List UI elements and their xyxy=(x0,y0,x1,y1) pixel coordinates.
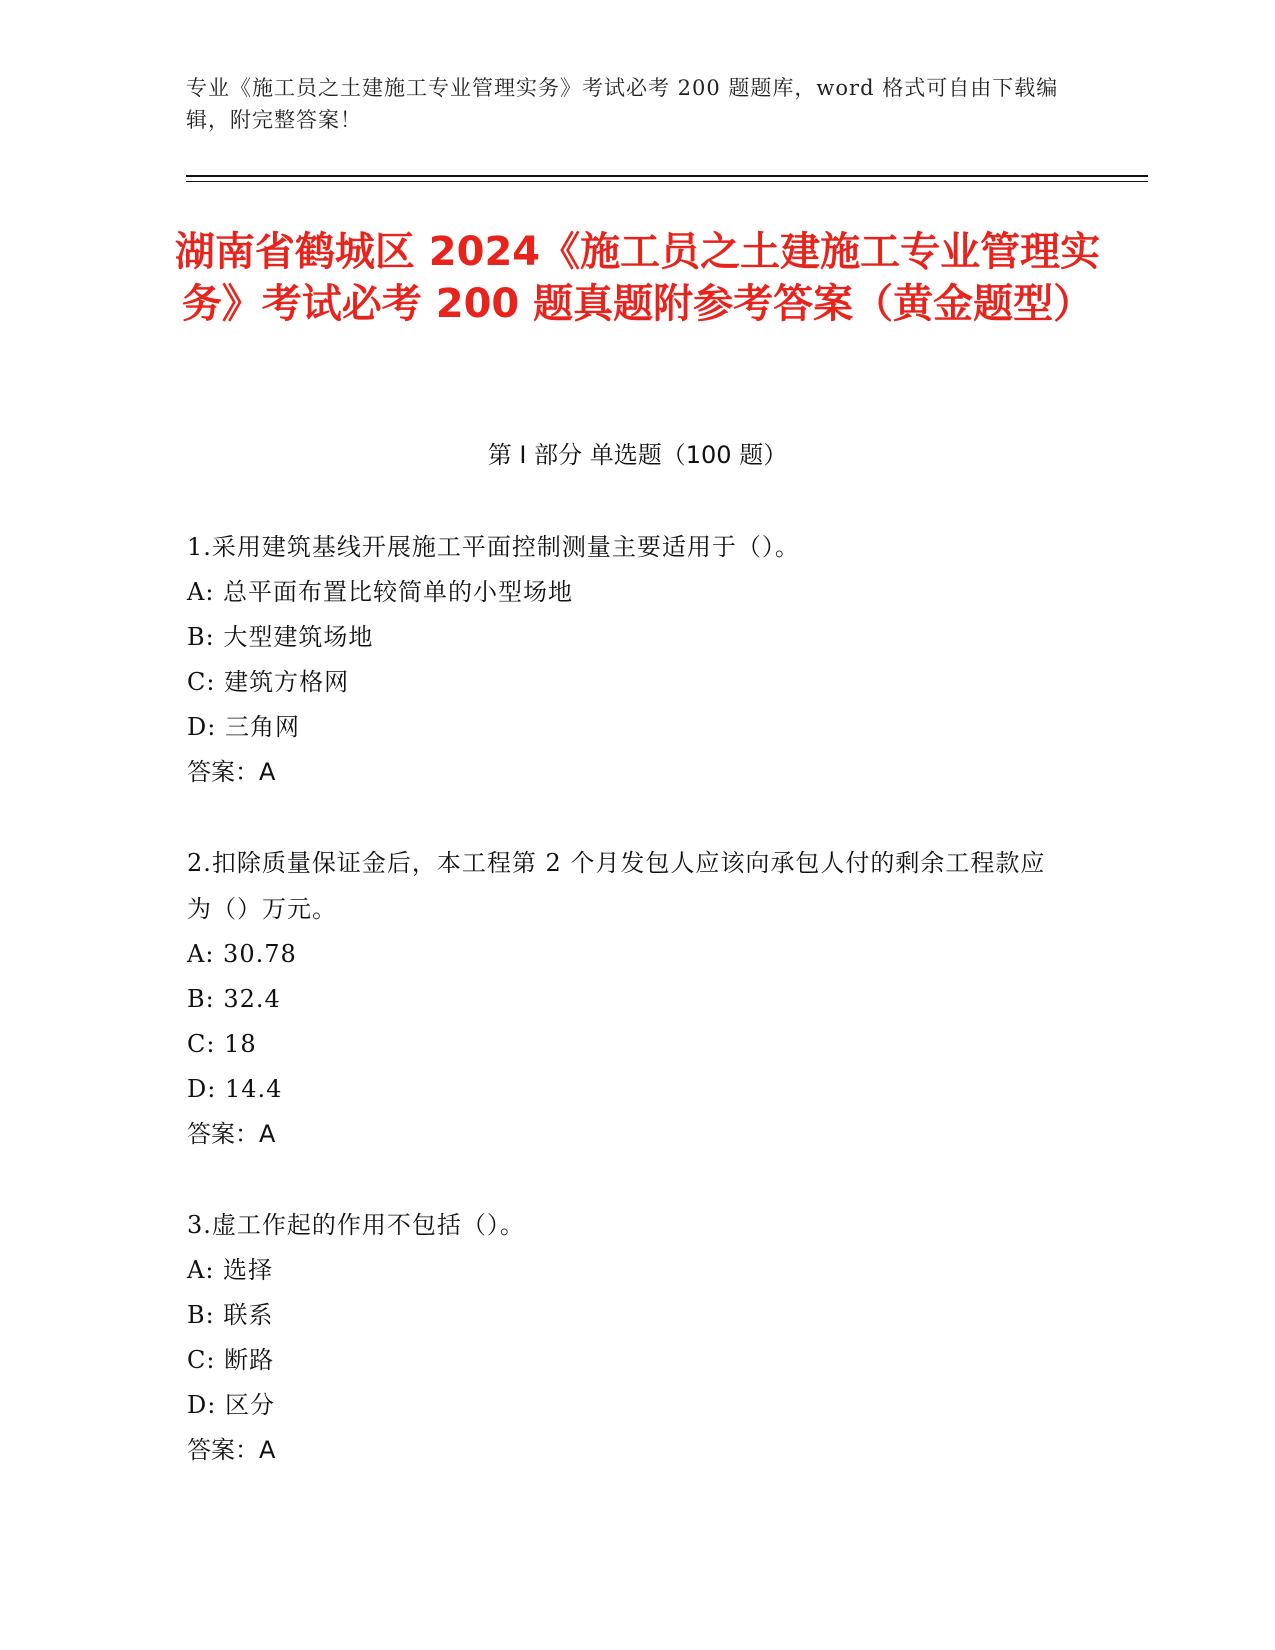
answer: 答案：A xyxy=(187,758,276,786)
question-stem: 2.扣除质量保证金后，本工程第 2 个月发包人应该向承包人付的剩余工程款应为（）万元。 xyxy=(187,849,1046,923)
option-b: B: 大型建筑场地 xyxy=(187,623,374,651)
option-b: B: 32.4 xyxy=(187,985,281,1013)
question-2 xyxy=(187,840,1067,1157)
option-c: C: 断路 xyxy=(187,1346,275,1374)
option-b: B: 联系 xyxy=(187,1301,274,1329)
answer: 答案：A xyxy=(187,1120,276,1148)
option-c: C: 18 xyxy=(187,1030,257,1058)
option-d: D: 三角网 xyxy=(187,713,300,741)
answer: 答案：A xyxy=(187,1436,276,1464)
option-c: C: 建筑方格网 xyxy=(187,668,350,696)
question-list xyxy=(187,524,1067,1518)
option-d: D: 14.4 xyxy=(187,1075,283,1103)
header-divider-thick xyxy=(186,175,1148,177)
question-stem: 1.采用建筑基线开展施工平面控制测量主要适用于（）。 xyxy=(187,533,800,561)
document-title: 湖南省鹤城区 2024《施工员之土建施工专业管理实务》考试必考 200 题真题附参考答案（黄金题型） xyxy=(174,229,1101,327)
option-a: A: 总平面布置比较简单的小型场地 xyxy=(187,578,574,606)
header-divider-thin xyxy=(186,181,1148,182)
question-3 xyxy=(187,1202,1067,1473)
header-note: 专业《施工员之土建施工专业管理实务》考试必考 200 题题库，word 格式可自由下载编辑，附完整答案！ xyxy=(186,76,1059,132)
question-stem: 3.虚工作起的作用不包括（）。 xyxy=(187,1211,525,1239)
question-1 xyxy=(187,524,1067,795)
section-heading: 第 I 部分 单选题（100 题） xyxy=(487,441,788,469)
option-a: A: 30.78 xyxy=(187,940,297,968)
option-d: D: 区分 xyxy=(187,1391,275,1419)
option-a: A: 选择 xyxy=(187,1256,274,1284)
